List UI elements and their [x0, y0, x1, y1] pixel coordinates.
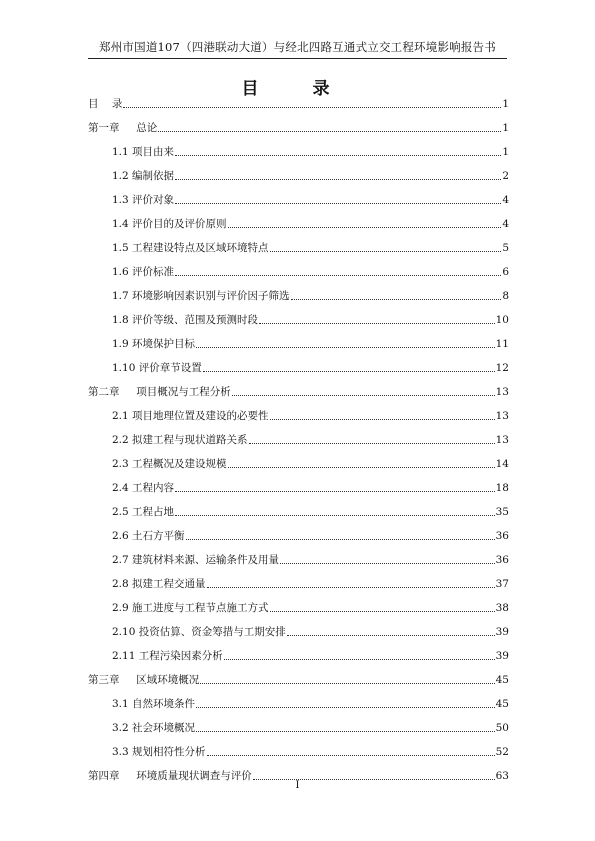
toc-entry-page: 38 — [495, 602, 509, 614]
toc-entry[interactable] — [112, 145, 509, 159]
toc-entry[interactable] — [112, 553, 509, 567]
toc-leader-dots — [175, 515, 495, 516]
toc-entry-page: 10 — [495, 314, 509, 326]
toc-leader-dots — [175, 203, 501, 204]
toc-entry-page: 12 — [495, 362, 509, 374]
toc-entry[interactable] — [112, 217, 509, 231]
toc-entry-label: 1.9 环境保护目标 — [112, 338, 196, 350]
toc-entry[interactable] — [112, 337, 509, 351]
toc-entry-label: 第二章 项目概况与工程分析 — [88, 386, 231, 398]
toc-entry-page: 63 — [495, 770, 509, 782]
toc-leader-dots — [228, 227, 502, 228]
toc-entry[interactable] — [112, 193, 509, 207]
toc-entry[interactable] — [88, 121, 509, 135]
toc-entry-label: 2.4 工程内容 — [112, 482, 175, 494]
toc-entry-page: 13 — [495, 410, 509, 422]
toc-entry-label: 2.1 项目地理位置及建设的必要性 — [112, 410, 269, 422]
page-number: I — [295, 780, 300, 791]
toc-entry[interactable] — [112, 409, 509, 423]
toc-leader-dots — [228, 467, 495, 468]
toc-entry-page: 39 — [495, 626, 509, 638]
toc-entry-label: 3.2 社会环境概况 — [112, 722, 196, 734]
toc-entry-label: 1.3 评价对象 — [112, 194, 175, 206]
toc-leader-dots — [175, 155, 501, 156]
toc-entry-page: 13 — [495, 434, 509, 446]
toc-entry-label: 第四章 环境质量现状调查与评价 — [88, 770, 252, 782]
toc-entry-page: 2 — [502, 170, 509, 182]
toc-entry-page: 1 — [502, 146, 509, 158]
toc-entry-page: 35 — [495, 506, 509, 518]
toc-entry-label: 1.5 工程建设特点及区域环境特点 — [112, 242, 269, 254]
toc-entry[interactable] — [112, 625, 509, 639]
toc-entry-label: 2.7 建筑材料来源、运输条件及用量 — [112, 554, 280, 566]
toc-leader-dots — [200, 683, 494, 684]
toc-entry-page: 6 — [502, 266, 509, 278]
toc-entry-page: 45 — [495, 674, 509, 686]
toc-leader-dots — [259, 323, 495, 324]
toc-entry-label: 目 录 — [88, 98, 123, 110]
toc-entry[interactable] — [112, 313, 509, 327]
toc-entry[interactable] — [112, 289, 509, 303]
toc-leader-dots — [249, 443, 495, 444]
toc-entry-page: 14 — [495, 458, 509, 470]
toc-leader-dots — [158, 131, 501, 132]
toc-entry-page: 11 — [495, 338, 509, 350]
toc-entry-page: 1 — [502, 98, 509, 110]
toc-entry-label: 3.3 规划相符性分析 — [112, 746, 206, 758]
toc-entry-label: 1.8 评价等级、范围及预测时段 — [112, 314, 259, 326]
toc-entry-label: 2.9 施工进度与工程节点施工方式 — [112, 602, 269, 614]
toc-entry-label: 2.2 拟建工程与现状道路关系 — [112, 434, 248, 446]
toc-entry[interactable] — [112, 577, 509, 591]
toc-entry-page: 1 — [502, 122, 509, 134]
toc-entry-label: 第三章 区域环境概况 — [88, 674, 200, 686]
toc-entry-page: 52 — [495, 746, 509, 758]
toc-entry[interactable] — [112, 169, 509, 183]
toc-entry-label: 1.2 编制依据 — [112, 170, 175, 182]
toc-leader-dots — [224, 659, 495, 660]
toc-entry[interactable] — [112, 457, 509, 471]
toc-entry-page: 4 — [502, 194, 509, 206]
toc-entry[interactable] — [112, 649, 509, 663]
toc-entry[interactable] — [112, 745, 509, 759]
toc-entry-label: 2.5 工程占地 — [112, 506, 175, 518]
toc-entry-label: 2.6 土石方平衡 — [112, 530, 185, 542]
toc-entry[interactable] — [88, 673, 509, 687]
toc-leader-dots — [175, 275, 501, 276]
toc-leader-dots — [270, 419, 495, 420]
toc-entry-label: 1.1 项目由来 — [112, 146, 175, 158]
toc-title: 目 录 — [241, 79, 354, 99]
toc-entry-label: 2.3 工程概况及建设规模 — [112, 458, 227, 470]
toc-entry-label: 1.6 评价标准 — [112, 266, 175, 278]
toc-entry[interactable] — [112, 529, 509, 543]
toc-entry-page: 37 — [495, 578, 509, 590]
toc-entry[interactable] — [112, 241, 509, 255]
toc-entry-label: 3.1 自然环境条件 — [112, 698, 196, 710]
toc-leader-dots — [280, 563, 495, 564]
toc-entry-page: 36 — [495, 554, 509, 566]
toc-leader-dots — [270, 251, 502, 252]
toc-leader-dots — [186, 539, 495, 540]
toc-leader-dots — [232, 395, 495, 396]
toc-entry[interactable] — [88, 385, 509, 399]
toc-entry-page: 18 — [495, 482, 509, 494]
toc-entry[interactable] — [112, 265, 509, 279]
toc-leader-dots — [196, 347, 495, 348]
toc-entry-label: 2.11 工程污染因素分析 — [112, 650, 223, 662]
toc-entry-page: 13 — [495, 386, 509, 398]
toc-entry[interactable] — [112, 433, 509, 447]
toc-entry[interactable] — [112, 505, 509, 519]
toc-entry[interactable] — [112, 481, 509, 495]
toc-leader-dots — [207, 755, 495, 756]
toc-leader-dots — [203, 371, 495, 372]
toc-entry-label: 1.4 评价目的及评价原则 — [112, 218, 227, 230]
toc-leader-dots — [196, 707, 495, 708]
toc-entry-page: 8 — [502, 290, 509, 302]
toc-leader-dots — [123, 107, 501, 108]
toc-entry-page: 5 — [502, 242, 509, 254]
toc-entry-label: 2.8 拟建工程交通量 — [112, 578, 206, 590]
toc-entry-label: 2.10 投资估算、资金筹措与工期安排 — [112, 626, 286, 638]
toc-entry[interactable] — [112, 697, 509, 711]
toc-entry[interactable] — [112, 721, 509, 735]
toc-entry-page: 4 — [502, 218, 509, 230]
toc-entry-label: 1.10 评价章节设置 — [112, 362, 202, 374]
toc-entry-label: 1.7 环境影响因素识别与评价因子筛选 — [112, 290, 290, 302]
toc-leader-dots — [270, 611, 495, 612]
toc-leader-dots — [287, 635, 495, 636]
toc-entry-page: 50 — [495, 722, 509, 734]
toc-entry[interactable] — [88, 97, 509, 111]
toc-leader-dots — [175, 179, 501, 180]
toc-entry[interactable] — [112, 361, 509, 375]
toc-entry-page: 45 — [495, 698, 509, 710]
toc-entry-label: 第一章 总论 — [88, 122, 158, 134]
toc-leader-dots — [175, 491, 495, 492]
toc-leader-dots — [291, 299, 502, 300]
toc-entry-page: 39 — [495, 650, 509, 662]
toc-leader-dots — [207, 587, 495, 588]
running-header: 郑州市国道107（四港联动大道）与经北四路互通式立交工程环境影响报告书 — [88, 38, 507, 59]
toc-leader-dots — [196, 731, 495, 732]
toc-entry[interactable] — [112, 601, 509, 615]
toc-entry-page: 36 — [495, 530, 509, 542]
